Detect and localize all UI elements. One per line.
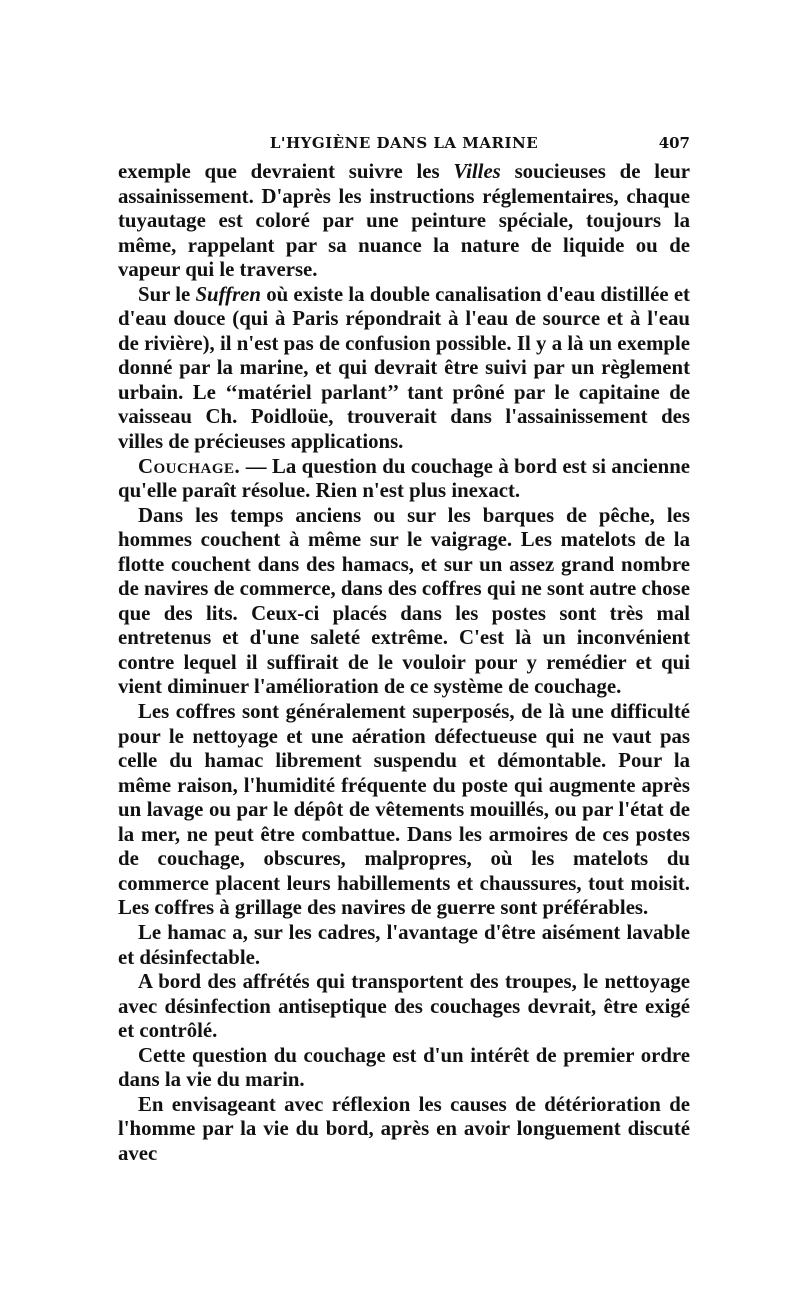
paragraph-8: Cette question du couchage est d'un intérêt de premier ordre dans la vie du marin. [118, 1043, 690, 1092]
paragraph-1-emphasis: Villes [453, 160, 501, 183]
paragraph-2-emphasis: Suffren [195, 282, 261, 306]
paragraph-9: En envisageant avec réflexion les causes de détérioration de l'homme par la vie du bord, après en avoir longuement discuté avec [118, 1092, 690, 1165]
paragraph-3-text: — La question du couchage à bord est si ancienne qu'elle paraît résolue. Rien n'est plus inexact. [118, 454, 690, 503]
paragraph-5: Les coffres sont généralement superposés, de là une difficulté pour le nettoyage et une aération défectueuse qui ne vaut pas celle du hamac librement suspendu et démontable. Pour la même raison, l'humidité fréquente du poste qui augmente après un lavage ou par le dépôt de vêtements mouillés, ou par l'état de la mer, ne peut être combattue. Dans les armoires de ces postes de couchage, obscures, malpropres, où les matelots du commerce placent leurs habillements et chaussures, tout moisit. Les coffres à grillage des navires de guerre sont préférables. [118, 700, 690, 920]
page-number: 407 [658, 134, 690, 152]
paragraph-3 [118, 455, 690, 504]
paragraph-7: A bord des affrétés qui transportent des troupes, le nettoyage avec désinfection antiseptique des couchages devrait, être exigé et contrôlé. [118, 970, 690, 1043]
page-header [118, 134, 690, 158]
paragraph-2-text-b: où existe la double canalisation d'eau distillée et d'eau douce (qui à Paris répondrait à l'eau de source et à l'eau de rivière), il n'est pas de confusion possible. Il y a là un exemple donné par la marine, et qui devrait être suivi par un règlement urbain. Le ‘‘matériel parlant’’ tant prôné par le capitaine de vaisseau Ch. Poidloüe, trouverait dans l'assainissement des villes de précieuses applications. [118, 282, 690, 454]
running-title: L'HYGIÈNE DANS LA MARINE [269, 134, 539, 152]
section-heading-couchage: Couchage. [138, 454, 241, 478]
paragraph-1-text-a: exemple que devraient suivre les [118, 160, 454, 183]
paragraph-6: Le hamac a, sur les cadres, l'avantage d'être aisément lavable et désinfectable. [118, 920, 690, 969]
paragraph-1-text-b: soucieuses de leur assainissement. D'après les instructions réglementaires, chaque tuyautage est coloré par une peinture spéciale, toujours la même, rappelant par sa nuance la nature de liquide ou de vapeur qui le traverse. [118, 160, 691, 282]
body-text [118, 160, 690, 1166]
paragraph-2-text-a: Sur le [138, 282, 196, 306]
paragraph-1 [118, 160, 690, 283]
paragraph-4: Dans les temps anciens ou sur les barques de pêche, les hommes couchent à même sur le vaigrage. Les matelots de la flotte couchent dans des hamacs, et sur un assez grand nombre de navires de commerce, dans des coffres qui ne sont autre chose que des lits. Ceux-ci placés dans les postes sont très mal entretenus et d'une saleté extrême. C'est là un inconvénient contre lequel il suffirait de le vouloir pour y remédier et qui vient diminuer l'amélioration de ce système de couchage. [118, 503, 690, 699]
paragraph-2 [118, 283, 690, 455]
